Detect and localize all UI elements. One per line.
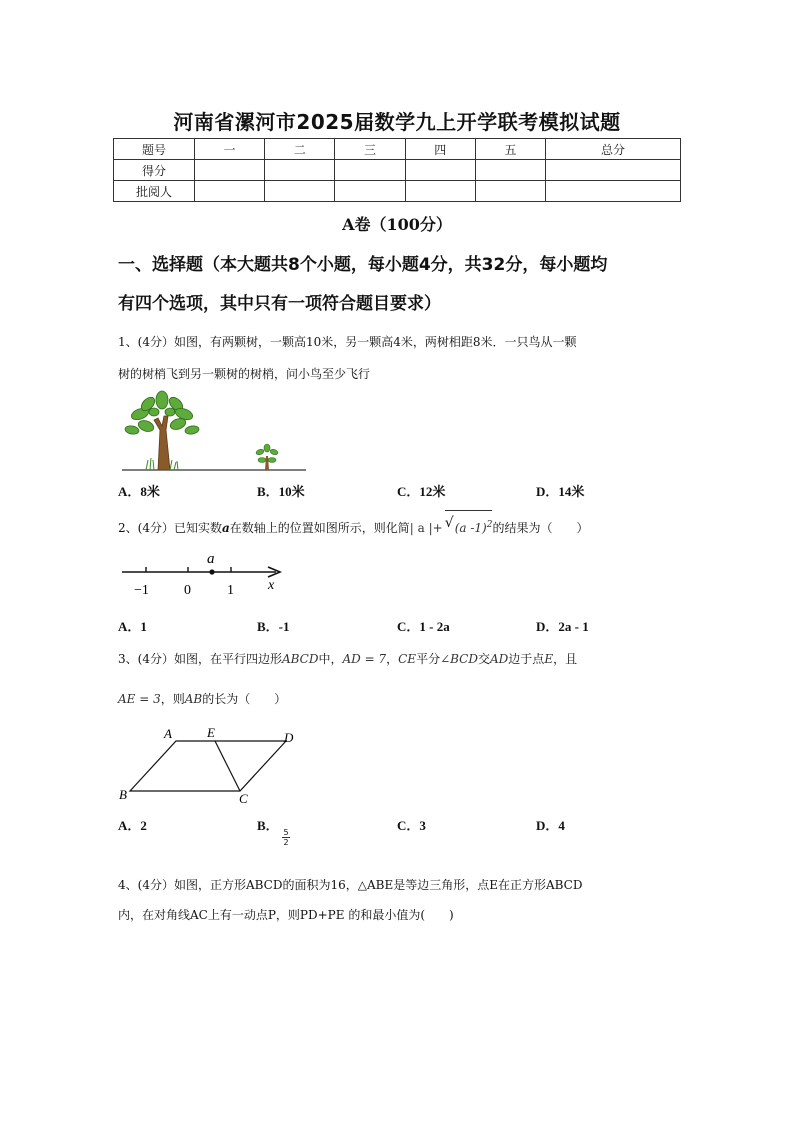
vertex-a: A xyxy=(164,726,172,741)
grader-cell[interactable] xyxy=(546,181,681,202)
score-cell[interactable] xyxy=(335,160,405,181)
point-a xyxy=(209,569,214,574)
fraction-denominator: 2 xyxy=(283,838,289,847)
header-cell: 一 xyxy=(195,139,265,160)
question-1-line2: 树的树梢飞到另一颗树的树梢，问小鸟至少飞行 xyxy=(118,367,371,381)
question-4-line1: 4、(4分）如图，正方形ABCD的面积为16，△ABE是等边三角形，点E在正方形ABCD xyxy=(118,878,583,892)
q3-ad: AD xyxy=(490,652,509,666)
q2-option-b[interactable]: B．-1 xyxy=(257,619,290,634)
q2-prefix: 2、(4分）已知实数 xyxy=(118,521,222,535)
q3-text: 平分 xyxy=(416,652,441,666)
score-table xyxy=(113,138,681,202)
q3-option-c[interactable]: C．3 xyxy=(397,818,426,833)
q1-option-a[interactable]: A．8米 xyxy=(118,484,160,499)
question-1-line1: 1、(4分）如图，有两颗树，一颗高10米，另一颗高4米，两树相距8米．一只鸟从一颗 xyxy=(118,335,577,349)
q2-var: a xyxy=(221,521,230,535)
q2-option-a[interactable]: A．1 xyxy=(118,619,147,634)
q3-option-d[interactable]: D．4 xyxy=(536,818,565,833)
question-3-line2 xyxy=(118,685,680,714)
score-cell[interactable] xyxy=(265,160,335,181)
q3-option-b[interactable]: B． xyxy=(257,818,279,833)
score-cell[interactable] xyxy=(546,160,681,181)
small-tree-trunk xyxy=(265,456,269,470)
q2-exp: 2 xyxy=(486,520,493,530)
fraction-numerator: 5 xyxy=(283,828,289,837)
header-cell: 三 xyxy=(335,139,405,160)
grader-cell[interactable] xyxy=(475,181,545,202)
grader-cell[interactable] xyxy=(195,181,265,202)
q3-text: ， xyxy=(386,652,399,666)
row-label: 批阅人 xyxy=(114,181,195,202)
row-label: 得分 xyxy=(114,160,195,181)
tree-figure xyxy=(118,390,310,474)
part-title-line2: 有四个选项，其中只有一项符合题目要求） xyxy=(118,294,441,314)
exam-title: 河南省漯河市2025届数学九上开学联考模拟试题 xyxy=(173,110,621,134)
axis-var: x xyxy=(268,578,275,593)
vertex-b: B xyxy=(119,787,127,802)
q3-option-b-fraction xyxy=(282,828,290,847)
q3-angle: ∠BCD xyxy=(440,652,478,666)
q3-prefix: 3、(4分）如图，在平行四边形 xyxy=(118,652,282,666)
header-cell: 五 xyxy=(475,139,545,160)
grader-cell[interactable] xyxy=(335,181,405,202)
q2-abs: | a | xyxy=(409,521,433,535)
score-cell[interactable] xyxy=(475,160,545,181)
vertex-d: D xyxy=(284,730,294,745)
q3-text: 交 xyxy=(477,652,490,666)
grader-cell[interactable] xyxy=(265,181,335,202)
q3-abcd: ABCD xyxy=(281,652,319,666)
q2-root: (a -1) xyxy=(454,521,487,535)
q3-ad-eq: AD = 7 xyxy=(342,652,387,666)
header-cell: 题号 xyxy=(114,139,195,160)
q3-e: E xyxy=(544,652,554,666)
q3-ab: AB xyxy=(184,692,203,706)
header-cell: 四 xyxy=(405,139,475,160)
score-cell[interactable] xyxy=(195,160,265,181)
q2-option-c[interactable]: C．1 - 2a xyxy=(397,619,450,634)
part-title-line1: 一、选择题（本大题共8个小题，每小题4分，共32分，每小题均 xyxy=(118,255,608,275)
radical-icon: √ xyxy=(444,515,454,531)
q2-radical xyxy=(445,510,493,543)
section-heading: A卷（100分） xyxy=(342,215,452,234)
q2-option-d[interactable]: D．2a - 1 xyxy=(536,619,589,634)
score-cell[interactable] xyxy=(405,160,475,181)
segment-ce xyxy=(215,741,240,791)
q2-mid: 在数轴上的位置如图所示，则化简 xyxy=(229,521,410,535)
question-3-line1 xyxy=(118,645,680,674)
q3-text: 中， xyxy=(318,652,343,666)
tick-label: 1 xyxy=(227,583,234,598)
tick-label: 0 xyxy=(184,583,191,598)
q1-option-b[interactable]: B．10米 xyxy=(257,484,305,499)
header-cell: 二 xyxy=(265,139,335,160)
question-4-line2: 内，在对角线AC上有一动点P，则PD+PE 的和最小值为( ) xyxy=(118,908,454,922)
vertex-e: E xyxy=(207,725,215,740)
point-label: a xyxy=(207,551,215,567)
header-cell: 总分 xyxy=(546,139,681,160)
q1-option-d[interactable]: D．14米 xyxy=(536,484,585,499)
number-line-figure xyxy=(118,548,288,600)
q3-option-a[interactable]: A．2 xyxy=(118,818,147,833)
big-tree-trunk xyxy=(154,416,170,470)
vertex-c: C xyxy=(239,791,248,806)
q2-suffix: 的结果为（ ） xyxy=(492,521,589,535)
q3-text: ，则 xyxy=(160,692,185,706)
q2-plus: + xyxy=(432,521,443,535)
score-table-header-row xyxy=(114,139,681,160)
q3-ae-eq: AE = 3 xyxy=(118,692,161,706)
parallelogram-figure xyxy=(116,722,306,808)
grader-cell[interactable] xyxy=(405,181,475,202)
q3-text: 的长为（ ） xyxy=(202,692,287,706)
tick-label: −1 xyxy=(134,583,149,598)
parallelogram-abcd xyxy=(130,741,286,791)
score-row xyxy=(114,160,681,181)
q3-ce: CE xyxy=(398,652,417,666)
q3-text: 边于点 xyxy=(508,652,545,666)
grader-row xyxy=(114,181,681,202)
question-2-text xyxy=(118,510,680,543)
q1-option-c[interactable]: C．12米 xyxy=(397,484,446,499)
q3-text: ，且 xyxy=(553,652,578,666)
